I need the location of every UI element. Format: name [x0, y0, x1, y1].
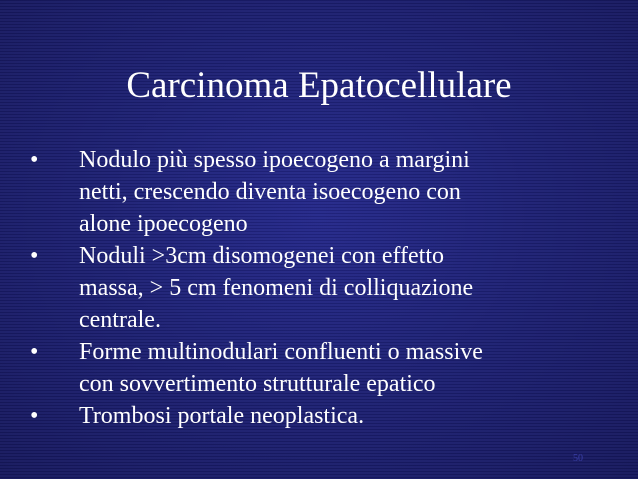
bullet-line: centrale. — [79, 307, 161, 333]
bullet-line: Noduli >3cm disomogenei con effetto — [79, 243, 445, 269]
bullet-line: Forme multinodulari confluenti o massive — [79, 339, 483, 365]
bullet-line: Nodulo più spesso ipoecogeno a margini — [79, 147, 470, 173]
bullet-dot-icon: • — [30, 339, 39, 365]
bullet-item — [24, 240, 594, 336]
bullet-line: massa, > 5 cm fenomeni di colliquazione — [79, 275, 474, 301]
slide-title: Carcinoma Epatocellulare — [126, 65, 512, 106]
bullet-item — [24, 336, 594, 400]
bullet-list — [24, 144, 594, 432]
bullet-line: netti, crescendo diventa isoecogeno con — [79, 179, 461, 205]
bullet-item — [24, 400, 594, 432]
bullet-line: con sovvertimento strutturale epatico — [79, 371, 436, 397]
bullet-dot-icon: • — [30, 147, 39, 173]
slide-number: 50 — [573, 453, 583, 464]
bullet-line: alone ipoecogeno — [79, 211, 248, 237]
bullet-line: Trombosi portale neoplastica. — [79, 403, 365, 429]
bullet-dot-icon: • — [30, 403, 39, 429]
bullet-dot-icon: • — [30, 243, 39, 269]
bullet-item — [24, 144, 594, 240]
